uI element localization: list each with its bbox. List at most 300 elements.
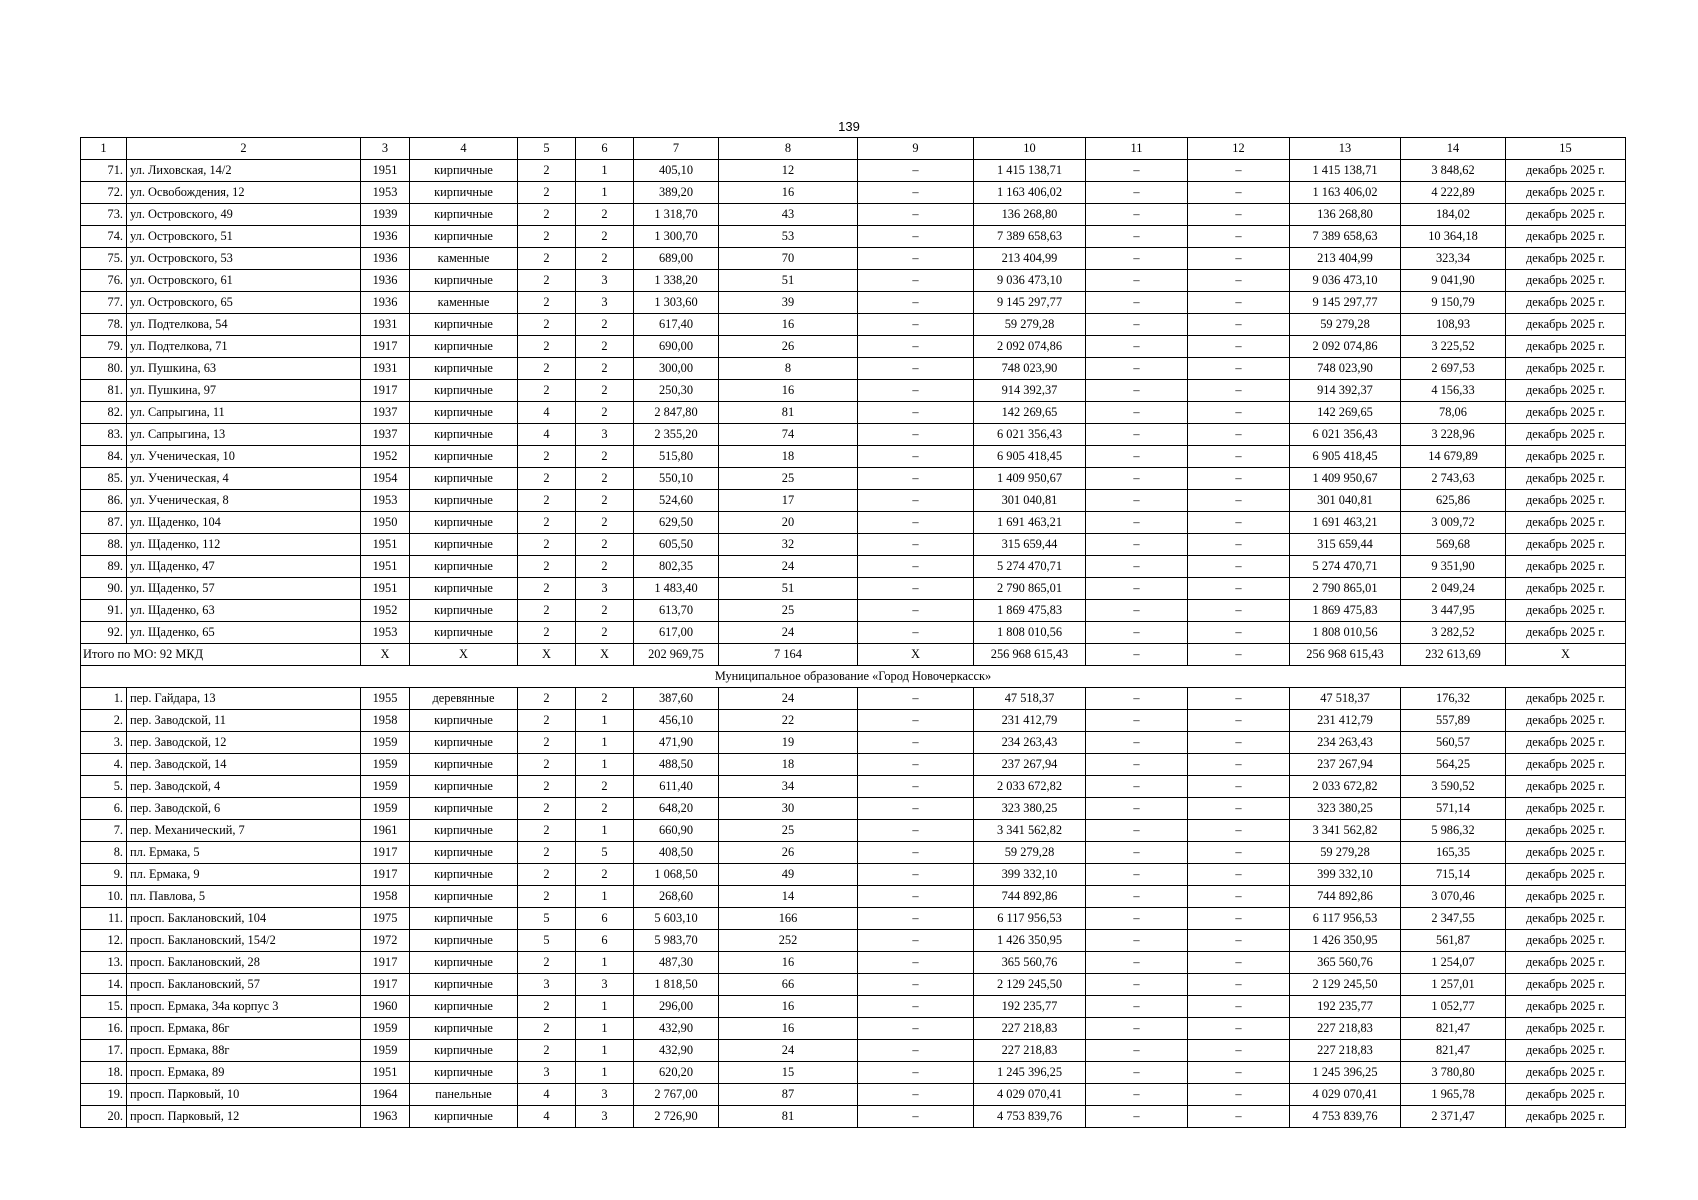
cell-owners-funds: 192 235,77 bbox=[1290, 996, 1401, 1018]
cell-owners-funds: 315 659,44 bbox=[1290, 534, 1401, 556]
cell-total-cost: 2 790 865,01 bbox=[974, 578, 1086, 600]
cell-address: пер. Гайдара, 13 bbox=[127, 688, 361, 710]
cell-wall-material: кирпичные bbox=[410, 204, 518, 226]
cell-cost-col-11: – bbox=[1086, 534, 1188, 556]
cell-cost-col-12: – bbox=[1188, 1018, 1290, 1040]
cell-cost-col-11: – bbox=[1086, 974, 1188, 996]
cell-floors: 2 bbox=[518, 336, 576, 358]
cell-total-area: 2 726,90 bbox=[634, 1106, 719, 1128]
cell-row-number: 17. bbox=[81, 1040, 127, 1062]
cell-entrances: 2 bbox=[576, 204, 634, 226]
cell-total-cost: 9 036 473,10 bbox=[974, 270, 1086, 292]
cell-total-cost: 2 129 245,50 bbox=[974, 974, 1086, 996]
table-row bbox=[81, 842, 1626, 864]
cell-specific-cost: 821,47 bbox=[1401, 1018, 1506, 1040]
cell-entrances: 1 bbox=[576, 886, 634, 908]
cell-cost-col-9: – bbox=[858, 468, 974, 490]
cell-owners-funds: 1 163 406,02 bbox=[1290, 182, 1401, 204]
cell-cost-col-12: – bbox=[1188, 754, 1290, 776]
cell-cost-col-11: – bbox=[1086, 776, 1188, 798]
cell-floors: 2 bbox=[518, 1040, 576, 1062]
cell-residents-count: 14 bbox=[719, 886, 858, 908]
table-row bbox=[81, 160, 1626, 182]
cell-cost-col-9: – bbox=[858, 226, 974, 248]
cell-year-built: 1953 bbox=[361, 622, 410, 644]
cell-row-number: 6. bbox=[81, 798, 127, 820]
cell-row-number: 89. bbox=[81, 556, 127, 578]
cell-entrances: 2 bbox=[576, 798, 634, 820]
cell-cost-col-12: – bbox=[1188, 622, 1290, 644]
cell-year-built: 1951 bbox=[361, 1062, 410, 1084]
cell-address: ул. Щаденко, 104 bbox=[127, 512, 361, 534]
cell-residents-count: 32 bbox=[719, 534, 858, 556]
cell-residents-count: 39 bbox=[719, 292, 858, 314]
cell-total-area: 660,90 bbox=[634, 820, 719, 842]
cell-wall-material: кирпичные bbox=[410, 160, 518, 182]
cell-residents-count: 24 bbox=[719, 556, 858, 578]
cell-year-built: 1937 bbox=[361, 402, 410, 424]
cell-address: ул. Сапрыгина, 13 bbox=[127, 424, 361, 446]
cell-owners-funds: 1 415 138,71 bbox=[1290, 160, 1401, 182]
cell-total-cost: 315 659,44 bbox=[974, 534, 1086, 556]
cell-floors: 2 bbox=[518, 622, 576, 644]
cell-residents-count: 74 bbox=[719, 424, 858, 446]
cell-floors: 2 bbox=[518, 798, 576, 820]
table-row bbox=[81, 336, 1626, 358]
cell-cost-col-9: – bbox=[858, 204, 974, 226]
cell-cost-col-11: – bbox=[1086, 402, 1188, 424]
cell-specific-cost: 557,89 bbox=[1401, 710, 1506, 732]
cell-owners-funds: 1 409 950,67 bbox=[1290, 468, 1401, 490]
cell-completion-date: декабрь 2025 г. bbox=[1506, 688, 1626, 710]
cell-floors: 5 bbox=[518, 908, 576, 930]
cell-cost-col-11: – bbox=[1086, 600, 1188, 622]
cell-cost-col-11: – bbox=[1086, 270, 1188, 292]
cell-residents-count: 16 bbox=[719, 182, 858, 204]
cell-total-cost: 142 269,65 bbox=[974, 402, 1086, 424]
cell-total-area: 1 318,70 bbox=[634, 204, 719, 226]
cell-address: ул. Пушкина, 63 bbox=[127, 358, 361, 380]
cell-residents-count: 30 bbox=[719, 798, 858, 820]
cell-cost-col-9: – bbox=[858, 490, 974, 512]
cell-total-area: 432,90 bbox=[634, 1018, 719, 1040]
cell-wall-material: кирпичные bbox=[410, 886, 518, 908]
cell-completion-date: декабрь 2025 г. bbox=[1506, 908, 1626, 930]
cell-specific-cost: 1 965,78 bbox=[1401, 1084, 1506, 1106]
cell-wall-material: кирпичные bbox=[410, 336, 518, 358]
cell-total-area: 524,60 bbox=[634, 490, 719, 512]
cell-residents-count: 24 bbox=[719, 622, 858, 644]
cell-address: ул. Островского, 49 bbox=[127, 204, 361, 226]
cell-cost-col-12: – bbox=[1188, 820, 1290, 842]
cell-owners-funds: 3 341 562,82 bbox=[1290, 820, 1401, 842]
table-row bbox=[81, 1084, 1626, 1106]
cell-floors: 2 bbox=[518, 952, 576, 974]
cell-completion-date: декабрь 2025 г. bbox=[1506, 1084, 1626, 1106]
cell-cost-col-9: – bbox=[858, 380, 974, 402]
cell-floors: 2 bbox=[518, 732, 576, 754]
column-number-header: 4 bbox=[410, 138, 518, 160]
cell-total-area: 405,10 bbox=[634, 160, 719, 182]
cell-owners-funds: 5 274 470,71 bbox=[1290, 556, 1401, 578]
cell-wall-material: кирпичные bbox=[410, 534, 518, 556]
cell-address: пер. Заводской, 14 bbox=[127, 754, 361, 776]
cell-completion-date: декабрь 2025 г. bbox=[1506, 446, 1626, 468]
cell-address: просп. Парковый, 12 bbox=[127, 1106, 361, 1128]
cell-cost-col-9: – bbox=[858, 314, 974, 336]
cell-year-built: 1917 bbox=[361, 974, 410, 996]
cell-row-number: 92. bbox=[81, 622, 127, 644]
cell-address: пер. Заводской, 4 bbox=[127, 776, 361, 798]
cell-specific-cost: 9 351,90 bbox=[1401, 556, 1506, 578]
cell-cost-col-9: – bbox=[858, 820, 974, 842]
cell-year-built: 1958 bbox=[361, 886, 410, 908]
cell-completion-date: декабрь 2025 г. bbox=[1506, 490, 1626, 512]
column-number-header-row bbox=[81, 138, 1626, 160]
cell-year-built: 1931 bbox=[361, 358, 410, 380]
cell-cost-col-11: – bbox=[1086, 292, 1188, 314]
cell-residents-count: 24 bbox=[719, 688, 858, 710]
cell-owners-funds: 323 380,25 bbox=[1290, 798, 1401, 820]
cell-specific-cost: 625,86 bbox=[1401, 490, 1506, 512]
cell-specific-cost: 564,25 bbox=[1401, 754, 1506, 776]
table-row bbox=[81, 1062, 1626, 1084]
cell-total-area: 2 355,20 bbox=[634, 424, 719, 446]
cell-floors: 2 bbox=[518, 358, 576, 380]
cell-floors: 2 bbox=[518, 380, 576, 402]
cell-year-built: 1917 bbox=[361, 842, 410, 864]
cell-specific-cost: 9 150,79 bbox=[1401, 292, 1506, 314]
table-row bbox=[81, 864, 1626, 886]
cell-completion-date: декабрь 2025 г. bbox=[1506, 996, 1626, 1018]
cell-residents-count: 25 bbox=[719, 468, 858, 490]
cell-specific-cost: 1 052,77 bbox=[1401, 996, 1506, 1018]
cell-total-area: 620,20 bbox=[634, 1062, 719, 1084]
cell-floors: 2 bbox=[518, 886, 576, 908]
cell-cost-col-11: – bbox=[1086, 886, 1188, 908]
cell-total-area: 648,20 bbox=[634, 798, 719, 820]
cell-owners-funds: 2 033 672,82 bbox=[1290, 776, 1401, 798]
cell-address: просп. Баклановский, 154/2 bbox=[127, 930, 361, 952]
cell-cost-col-12: – bbox=[1188, 512, 1290, 534]
cell-cost-col-12: – bbox=[1188, 292, 1290, 314]
cell-cost-col-11: – bbox=[1086, 336, 1188, 358]
cell-residents-count: 25 bbox=[719, 600, 858, 622]
cell-wall-material: кирпичные bbox=[410, 622, 518, 644]
cell-residents-count: 19 bbox=[719, 732, 858, 754]
cell-owners-funds: 6 021 356,43 bbox=[1290, 424, 1401, 446]
total-cell: – bbox=[1188, 644, 1290, 666]
cell-cost-col-11: – bbox=[1086, 622, 1188, 644]
cell-wall-material: кирпичные bbox=[410, 512, 518, 534]
cell-total-cost: 365 560,76 bbox=[974, 952, 1086, 974]
cell-year-built: 1951 bbox=[361, 534, 410, 556]
cell-cost-col-9: – bbox=[858, 864, 974, 886]
cell-wall-material: кирпичные bbox=[410, 600, 518, 622]
cell-owners-funds: 2 129 245,50 bbox=[1290, 974, 1401, 996]
table-row bbox=[81, 776, 1626, 798]
cell-total-cost: 399 332,10 bbox=[974, 864, 1086, 886]
cell-total-area: 802,35 bbox=[634, 556, 719, 578]
cell-row-number: 91. bbox=[81, 600, 127, 622]
cell-entrances: 2 bbox=[576, 446, 634, 468]
cell-completion-date: декабрь 2025 г. bbox=[1506, 402, 1626, 424]
cell-owners-funds: 365 560,76 bbox=[1290, 952, 1401, 974]
cell-cost-col-11: – bbox=[1086, 754, 1188, 776]
cell-row-number: 9. bbox=[81, 864, 127, 886]
cell-total-area: 488,50 bbox=[634, 754, 719, 776]
cell-row-number: 16. bbox=[81, 1018, 127, 1040]
cell-total-area: 629,50 bbox=[634, 512, 719, 534]
cell-completion-date: декабрь 2025 г. bbox=[1506, 380, 1626, 402]
cell-total-area: 5 603,10 bbox=[634, 908, 719, 930]
total-row bbox=[81, 644, 1626, 666]
cell-row-number: 15. bbox=[81, 996, 127, 1018]
cell-residents-count: 20 bbox=[719, 512, 858, 534]
cell-entrances: 2 bbox=[576, 402, 634, 424]
cell-total-cost: 136 268,80 bbox=[974, 204, 1086, 226]
cell-wall-material: каменные bbox=[410, 248, 518, 270]
cell-cost-col-9: – bbox=[858, 292, 974, 314]
total-cell: Х bbox=[361, 644, 410, 666]
total-cell: 232 613,69 bbox=[1401, 644, 1506, 666]
cell-entrances: 1 bbox=[576, 1018, 634, 1040]
cell-row-number: 18. bbox=[81, 1062, 127, 1084]
cell-cost-col-12: – bbox=[1188, 248, 1290, 270]
cell-specific-cost: 3 848,62 bbox=[1401, 160, 1506, 182]
cell-wall-material: кирпичные bbox=[410, 952, 518, 974]
cell-residents-count: 18 bbox=[719, 754, 858, 776]
total-cell: – bbox=[1086, 644, 1188, 666]
cell-cost-col-12: – bbox=[1188, 380, 1290, 402]
cell-specific-cost: 3 590,52 bbox=[1401, 776, 1506, 798]
cell-completion-date: декабрь 2025 г. bbox=[1506, 974, 1626, 996]
cell-cost-col-9: – bbox=[858, 754, 974, 776]
cell-residents-count: 81 bbox=[719, 402, 858, 424]
cell-cost-col-9: – bbox=[858, 512, 974, 534]
cell-owners-funds: 2 790 865,01 bbox=[1290, 578, 1401, 600]
cell-floors: 2 bbox=[518, 226, 576, 248]
column-number-header: 2 bbox=[127, 138, 361, 160]
cell-entrances: 2 bbox=[576, 336, 634, 358]
cell-entrances: 2 bbox=[576, 380, 634, 402]
cell-residents-count: 34 bbox=[719, 776, 858, 798]
cell-total-cost: 9 145 297,77 bbox=[974, 292, 1086, 314]
cell-floors: 2 bbox=[518, 776, 576, 798]
cell-address: ул. Пушкина, 97 bbox=[127, 380, 361, 402]
cell-cost-col-9: – bbox=[858, 732, 974, 754]
table-row bbox=[81, 468, 1626, 490]
cell-specific-cost: 9 041,90 bbox=[1401, 270, 1506, 292]
cell-total-cost: 1 691 463,21 bbox=[974, 512, 1086, 534]
cell-floors: 2 bbox=[518, 820, 576, 842]
cell-owners-funds: 47 518,37 bbox=[1290, 688, 1401, 710]
cell-floors: 2 bbox=[518, 754, 576, 776]
cell-wall-material: кирпичные bbox=[410, 358, 518, 380]
cell-completion-date: декабрь 2025 г. bbox=[1506, 952, 1626, 974]
cell-entrances: 1 bbox=[576, 710, 634, 732]
table-row bbox=[81, 270, 1626, 292]
cell-cost-col-9: – bbox=[858, 270, 974, 292]
cell-cost-col-9: – bbox=[858, 710, 974, 732]
cell-total-cost: 1 426 350,95 bbox=[974, 930, 1086, 952]
table-row bbox=[81, 1040, 1626, 1062]
cell-address: ул. Щаденко, 65 bbox=[127, 622, 361, 644]
cell-address: просп. Ермака, 34а корпус 3 bbox=[127, 996, 361, 1018]
cell-entrances: 2 bbox=[576, 864, 634, 886]
cell-owners-funds: 1 426 350,95 bbox=[1290, 930, 1401, 952]
cell-cost-col-9: – bbox=[858, 534, 974, 556]
cell-row-number: 86. bbox=[81, 490, 127, 512]
cell-residents-count: 12 bbox=[719, 160, 858, 182]
cell-total-cost: 237 267,94 bbox=[974, 754, 1086, 776]
cell-floors: 2 bbox=[518, 292, 576, 314]
cell-cost-col-11: – bbox=[1086, 1018, 1188, 1040]
cell-row-number: 77. bbox=[81, 292, 127, 314]
cell-completion-date: декабрь 2025 г. bbox=[1506, 534, 1626, 556]
cell-wall-material: кирпичные bbox=[410, 996, 518, 1018]
total-cell: 256 968 615,43 bbox=[1290, 644, 1401, 666]
cell-cost-col-12: – bbox=[1188, 204, 1290, 226]
cell-total-area: 690,00 bbox=[634, 336, 719, 358]
cell-wall-material: панельные bbox=[410, 1084, 518, 1106]
cell-row-number: 12. bbox=[81, 930, 127, 952]
table-row bbox=[81, 930, 1626, 952]
cell-specific-cost: 2 697,53 bbox=[1401, 358, 1506, 380]
cell-wall-material: кирпичные bbox=[410, 380, 518, 402]
cell-completion-date: декабрь 2025 г. bbox=[1506, 226, 1626, 248]
cell-floors: 3 bbox=[518, 974, 576, 996]
cell-cost-col-12: – bbox=[1188, 842, 1290, 864]
cell-wall-material: кирпичные bbox=[410, 842, 518, 864]
cell-address: ул. Ученическая, 4 bbox=[127, 468, 361, 490]
cell-year-built: 1954 bbox=[361, 468, 410, 490]
cell-cost-col-9: – bbox=[858, 908, 974, 930]
cell-residents-count: 15 bbox=[719, 1062, 858, 1084]
cell-specific-cost: 1 254,07 bbox=[1401, 952, 1506, 974]
cell-address: просп. Ермака, 88г bbox=[127, 1040, 361, 1062]
cell-address: пер. Заводской, 12 bbox=[127, 732, 361, 754]
cell-total-cost: 227 218,83 bbox=[974, 1018, 1086, 1040]
total-cell: 7 164 bbox=[719, 644, 858, 666]
cell-cost-col-11: – bbox=[1086, 380, 1188, 402]
cell-total-cost: 47 518,37 bbox=[974, 688, 1086, 710]
cell-total-cost: 59 279,28 bbox=[974, 314, 1086, 336]
cell-address: ул. Сапрыгина, 11 bbox=[127, 402, 361, 424]
cell-total-area: 1 068,50 bbox=[634, 864, 719, 886]
cell-specific-cost: 571,14 bbox=[1401, 798, 1506, 820]
cell-specific-cost: 715,14 bbox=[1401, 864, 1506, 886]
table-row bbox=[81, 754, 1626, 776]
cell-entrances: 1 bbox=[576, 160, 634, 182]
column-number-header: 12 bbox=[1188, 138, 1290, 160]
cell-wall-material: кирпичные bbox=[410, 270, 518, 292]
cell-owners-funds: 142 269,65 bbox=[1290, 402, 1401, 424]
cell-cost-col-11: – bbox=[1086, 820, 1188, 842]
table-row bbox=[81, 578, 1626, 600]
total-cell: Х bbox=[858, 644, 974, 666]
column-number-header: 7 bbox=[634, 138, 719, 160]
cell-cost-col-9: – bbox=[858, 358, 974, 380]
cell-total-area: 300,00 bbox=[634, 358, 719, 380]
cell-specific-cost: 184,02 bbox=[1401, 204, 1506, 226]
cell-cost-col-11: – bbox=[1086, 1084, 1188, 1106]
cell-address: ул. Подтелкова, 71 bbox=[127, 336, 361, 358]
cell-cost-col-12: – bbox=[1188, 886, 1290, 908]
cell-specific-cost: 3 282,52 bbox=[1401, 622, 1506, 644]
cell-total-cost: 1 245 396,25 bbox=[974, 1062, 1086, 1084]
cell-wall-material: кирпичные bbox=[410, 974, 518, 996]
cell-owners-funds: 7 389 658,63 bbox=[1290, 226, 1401, 248]
cell-total-cost: 1 808 010,56 bbox=[974, 622, 1086, 644]
cell-cost-col-11: – bbox=[1086, 1062, 1188, 1084]
total-cell: Х bbox=[576, 644, 634, 666]
cell-cost-col-12: – bbox=[1188, 490, 1290, 512]
table-row bbox=[81, 424, 1626, 446]
section-row bbox=[81, 666, 1626, 688]
table-row bbox=[81, 820, 1626, 842]
cell-wall-material: кирпичные bbox=[410, 864, 518, 886]
cell-specific-cost: 78,06 bbox=[1401, 402, 1506, 424]
cell-completion-date: декабрь 2025 г. bbox=[1506, 820, 1626, 842]
page-number: 139 bbox=[838, 119, 860, 134]
cell-floors: 2 bbox=[518, 1018, 576, 1040]
cell-wall-material: кирпичные bbox=[410, 490, 518, 512]
cell-floors: 2 bbox=[518, 490, 576, 512]
cell-address: ул. Щаденко, 112 bbox=[127, 534, 361, 556]
cell-entrances: 1 bbox=[576, 182, 634, 204]
cell-year-built: 1937 bbox=[361, 424, 410, 446]
cell-address: пер. Заводской, 6 bbox=[127, 798, 361, 820]
cell-address: пл. Ермака, 5 bbox=[127, 842, 361, 864]
cell-entrances: 6 bbox=[576, 930, 634, 952]
cell-total-area: 2 847,80 bbox=[634, 402, 719, 424]
cell-floors: 2 bbox=[518, 446, 576, 468]
cell-floors: 5 bbox=[518, 930, 576, 952]
cell-cost-col-11: – bbox=[1086, 732, 1188, 754]
total-cell: 202 969,75 bbox=[634, 644, 719, 666]
cell-total-cost: 231 412,79 bbox=[974, 710, 1086, 732]
cell-total-area: 617,00 bbox=[634, 622, 719, 644]
cell-cost-col-9: – bbox=[858, 952, 974, 974]
cell-completion-date: декабрь 2025 г. bbox=[1506, 204, 1626, 226]
cell-owners-funds: 136 268,80 bbox=[1290, 204, 1401, 226]
cell-wall-material: кирпичные bbox=[410, 820, 518, 842]
cell-cost-col-9: – bbox=[858, 600, 974, 622]
cell-cost-col-11: – bbox=[1086, 996, 1188, 1018]
cell-wall-material: кирпичные bbox=[410, 732, 518, 754]
cell-total-area: 487,30 bbox=[634, 952, 719, 974]
cell-owners-funds: 6 117 956,53 bbox=[1290, 908, 1401, 930]
cell-row-number: 11. bbox=[81, 908, 127, 930]
cell-year-built: 1959 bbox=[361, 754, 410, 776]
cell-address: пер. Заводской, 11 bbox=[127, 710, 361, 732]
cell-cost-col-9: – bbox=[858, 930, 974, 952]
cell-floors: 2 bbox=[518, 864, 576, 886]
cell-owners-funds: 59 279,28 bbox=[1290, 314, 1401, 336]
cell-entrances: 1 bbox=[576, 1062, 634, 1084]
cell-residents-count: 17 bbox=[719, 490, 858, 512]
cell-cost-col-11: – bbox=[1086, 952, 1188, 974]
cell-floors: 2 bbox=[518, 710, 576, 732]
cell-entrances: 1 bbox=[576, 952, 634, 974]
cell-completion-date: декабрь 2025 г. bbox=[1506, 314, 1626, 336]
cell-entrances: 1 bbox=[576, 754, 634, 776]
cell-row-number: 83. bbox=[81, 424, 127, 446]
section-title: Муниципальное образование «Город Новочеркасск» bbox=[81, 666, 1626, 688]
cell-address: пл. Павлова, 5 bbox=[127, 886, 361, 908]
cell-address: ул. Островского, 51 bbox=[127, 226, 361, 248]
